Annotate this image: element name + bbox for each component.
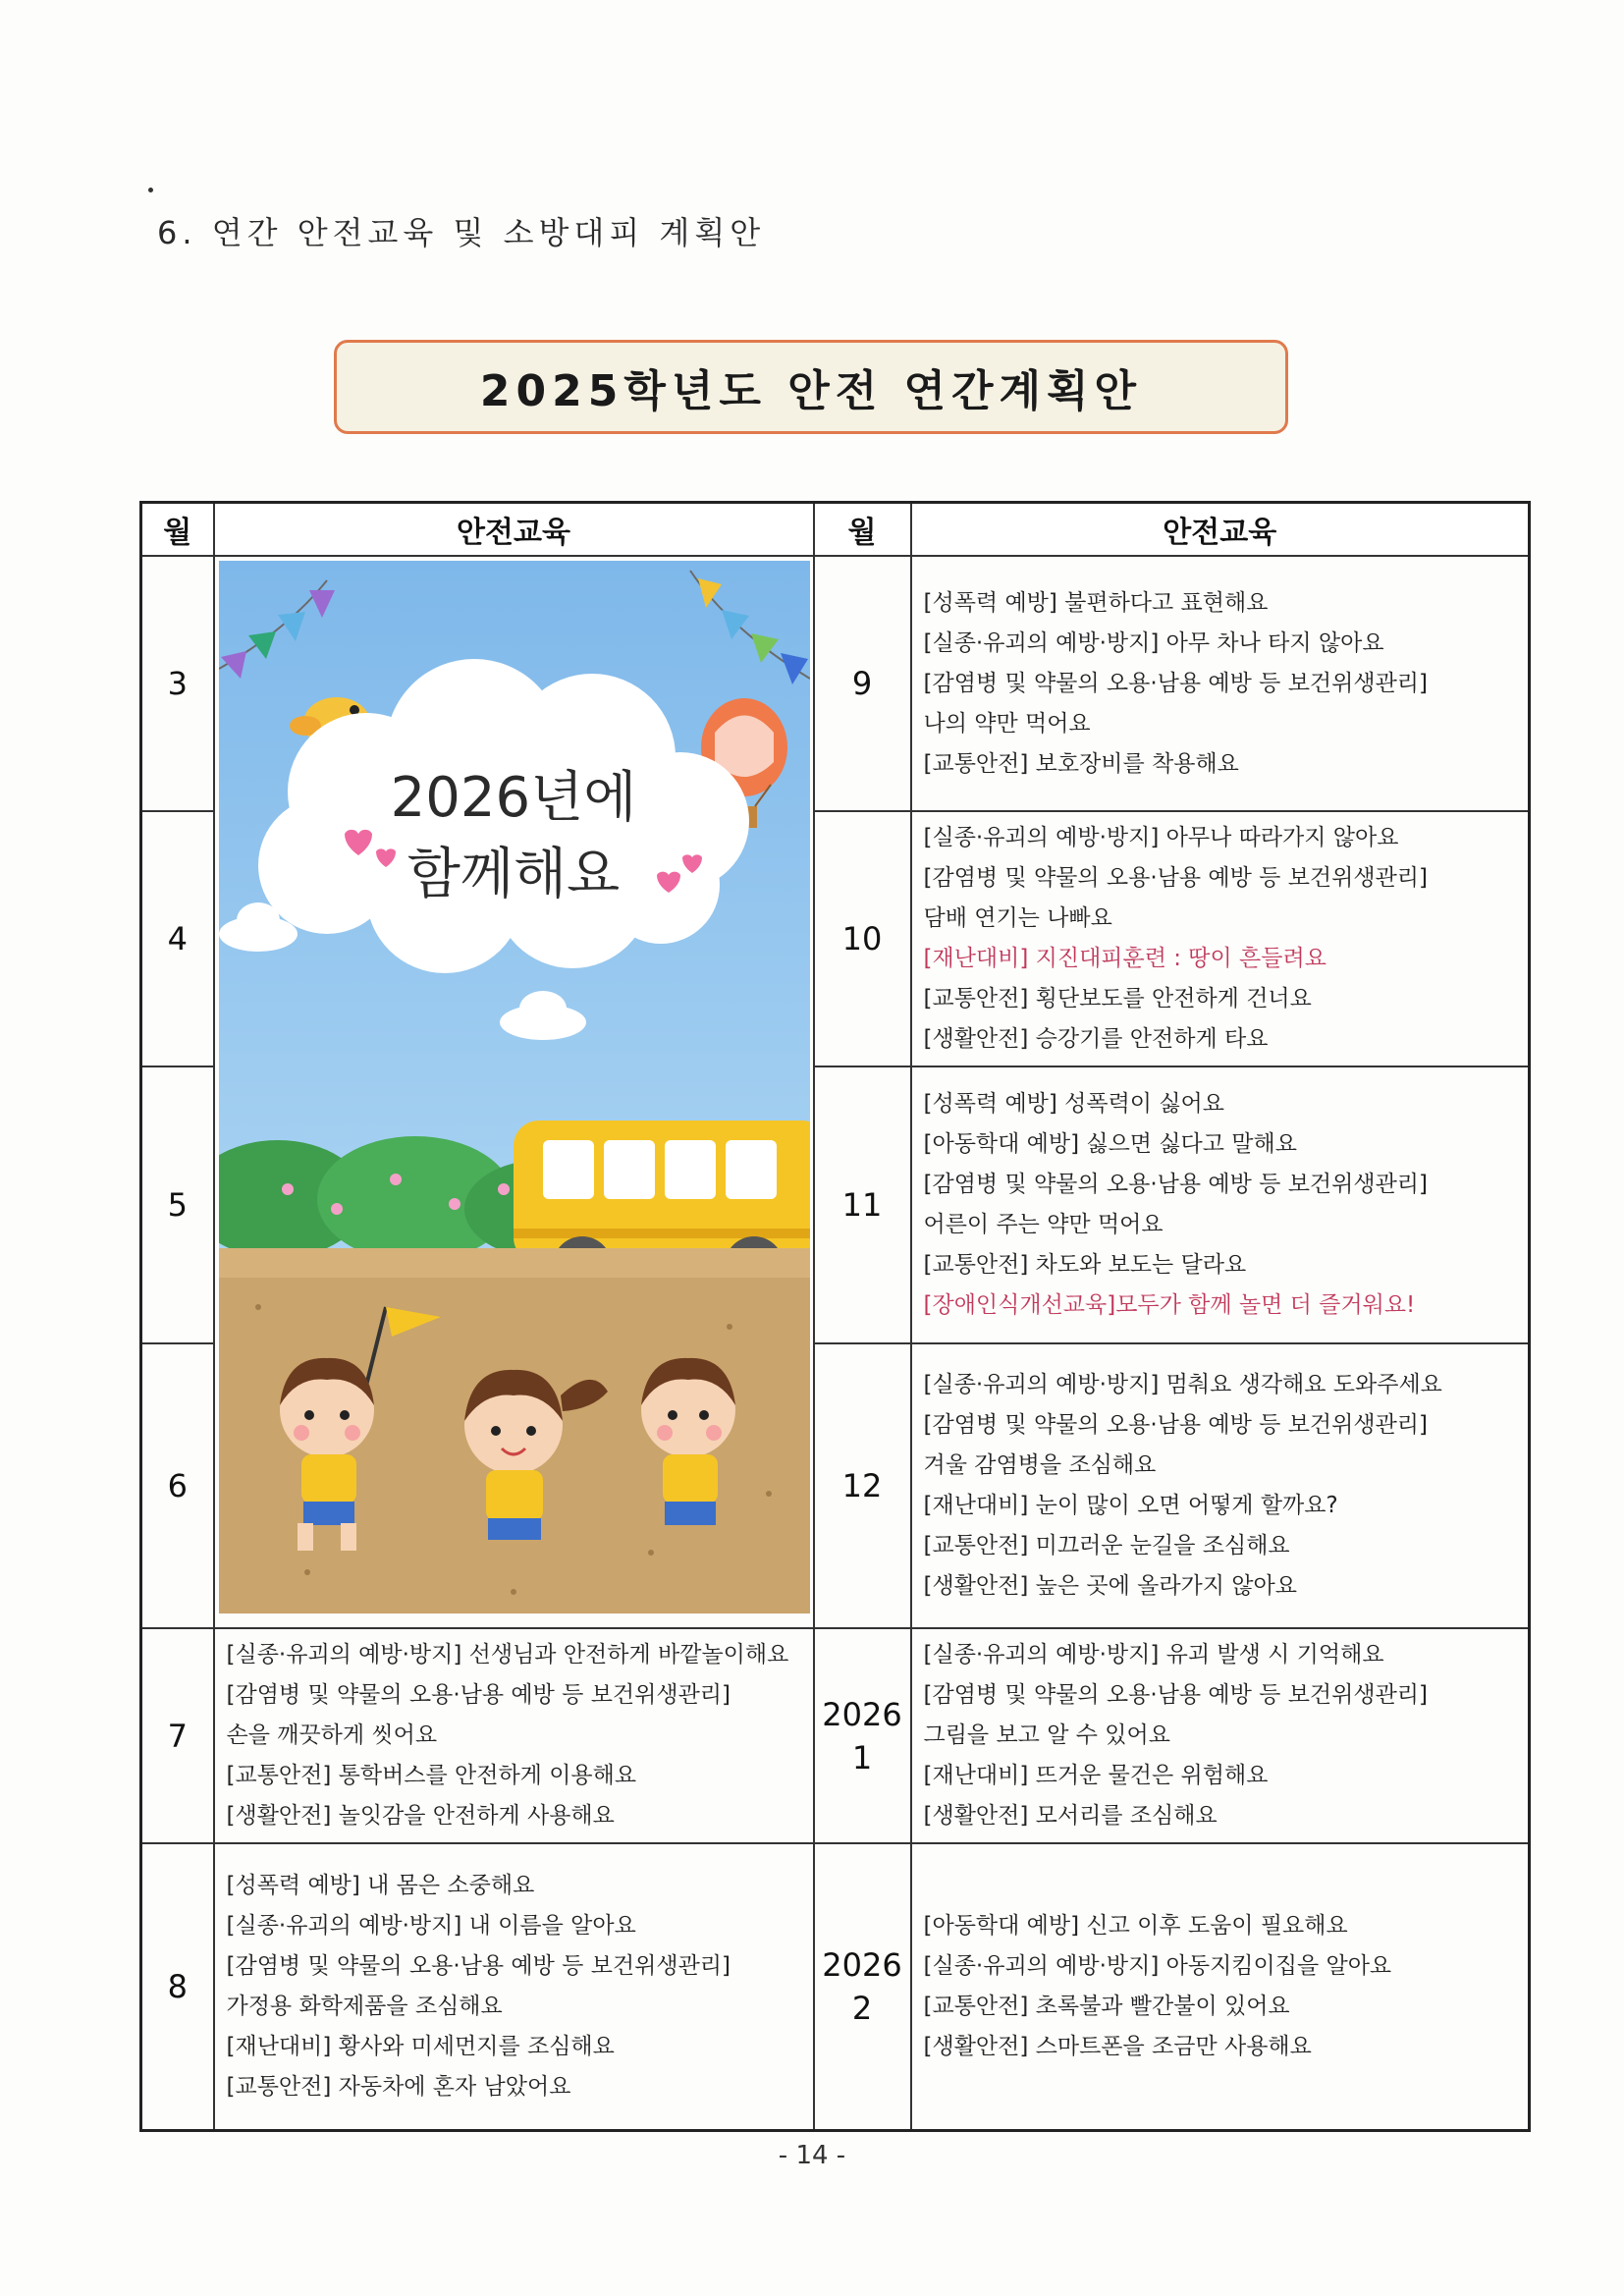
education-item: [실종·유괴의 예방·방지] 아무 차나 타지 않아요 bbox=[923, 629, 1384, 656]
right-education-cell bbox=[911, 1343, 1530, 1628]
month-label: 10 bbox=[841, 920, 883, 957]
education-item: 담배 연기는 나빠요 bbox=[923, 905, 1112, 931]
table-header-row bbox=[141, 503, 1530, 557]
left-month-cell bbox=[141, 556, 214, 811]
education-item: 겨울 감염병을 조심해요 bbox=[923, 1452, 1157, 1478]
right-education-cell bbox=[911, 1843, 1530, 2130]
page-number: - 14 - bbox=[778, 2141, 846, 2170]
education-item: [재난대비] 눈이 많이 오면 어떻게 할까요? bbox=[923, 1493, 1338, 1518]
education-item: 그림을 보고 알 수 있어요 bbox=[923, 1722, 1170, 1748]
left-education-cell bbox=[214, 1843, 814, 2130]
safety-plan-table bbox=[139, 501, 1531, 2132]
table-row bbox=[141, 1628, 1530, 1843]
education-item: [재난대비] 뜨거운 물건은 위험해요 bbox=[923, 1763, 1269, 1788]
education-item: [아동학대 예방] 신고 이후 도움이 필요해요 bbox=[923, 1912, 1348, 1939]
month-label: 8 bbox=[167, 1967, 188, 2005]
education-item: [아동학대 예방] 싫으면 싫다고 말해요 bbox=[923, 1131, 1297, 1157]
header-month-left: 월 bbox=[141, 503, 214, 557]
left-month-cell bbox=[141, 1628, 214, 1843]
month-label: 2 bbox=[851, 1989, 873, 2027]
education-item: [생활안전] 승강기를 안전하게 타요 bbox=[923, 1026, 1269, 1052]
month-label: 12 bbox=[841, 1467, 883, 1504]
right-month-cell bbox=[814, 556, 911, 811]
month-label: 2026 bbox=[822, 1695, 902, 1733]
right-month-cell bbox=[814, 811, 911, 1066]
education-item: [교통안전] 통학버스를 안전하게 이용해요 bbox=[226, 1763, 637, 1788]
education-item: [교통안전] 차도와 보도는 달라요 bbox=[923, 1252, 1247, 1278]
education-item: 가정용 화학제품을 조심해요 bbox=[226, 1993, 503, 2019]
education-item: [감염병 및 약물의 오용·남용 예방 등 보건위생관리] bbox=[923, 1412, 1428, 1438]
month-label: 6 bbox=[167, 1467, 188, 1504]
right-month-cell bbox=[814, 1628, 911, 1843]
education-item: [성폭력 예방] 성폭력이 싫어요 bbox=[923, 1091, 1224, 1117]
table-row bbox=[141, 1843, 1530, 2130]
month-label: 2026 bbox=[822, 1945, 902, 1984]
right-month-cell bbox=[814, 1843, 911, 2130]
plan-title: 2025학년도 안전 연간계획안 bbox=[479, 366, 1143, 416]
education-item: [실종·유괴의 예방·방지] 유괴 발생 시 기억해요 bbox=[923, 1642, 1384, 1667]
education-item: [감염병 및 약물의 오용·남용 예방 등 보건위생관리] bbox=[923, 670, 1428, 696]
stray-dot bbox=[148, 188, 153, 192]
education-item: [교통안전] 자동차에 혼자 남았어요 bbox=[226, 2073, 571, 2100]
month-label: 7 bbox=[167, 1717, 188, 1755]
left-month-cell bbox=[141, 1066, 214, 1343]
education-item: [감염병 및 약물의 오용·남용 예방 등 보건위생관리] bbox=[923, 865, 1428, 891]
header-education-left: 안전교육 bbox=[214, 503, 814, 557]
education-item: [감염병 및 약물의 오용·남용 예방 등 보건위생관리] bbox=[923, 1682, 1428, 1708]
ground-edge bbox=[219, 1248, 810, 1278]
education-item: [생활안전] 놀잇감을 안전하게 사용해요 bbox=[226, 1803, 615, 1829]
education-item: [실종·유괴의 예방·방지] 아동지킴이집을 알아요 bbox=[923, 1952, 1392, 1979]
education-item: [생활안전] 모서리를 조심해요 bbox=[923, 1803, 1218, 1829]
education-item: [감염병 및 약물의 오용·남용 예방 등 보건위생관리] bbox=[226, 1682, 731, 1708]
right-education-cell bbox=[911, 811, 1530, 1066]
month-label: 4 bbox=[167, 920, 188, 957]
education-item: [교통안전] 초록불과 빨간불이 있어요 bbox=[923, 1993, 1290, 2019]
section-title: 6. 연간 안전교육 및 소방대피 계획안 bbox=[157, 214, 766, 251]
education-item: 어른이 주는 약만 먹어요 bbox=[923, 1212, 1164, 1237]
right-education-cell bbox=[911, 1066, 1530, 1343]
month-label: 9 bbox=[851, 665, 873, 702]
education-item: [장애인식개선교육]모두가 함께 놀면 더 즐거워요! bbox=[923, 1292, 1416, 1318]
education-item: [성폭력 예방] 불편하다고 표현해요 bbox=[923, 589, 1269, 616]
education-item: [교통안전] 미끄러운 눈길을 조심해요 bbox=[923, 1533, 1290, 1558]
right-month-cell bbox=[814, 1343, 911, 1628]
left-month-cell bbox=[141, 811, 214, 1066]
month-label: 5 bbox=[167, 1186, 188, 1224]
education-item: 손을 깨끗하게 씻어요 bbox=[226, 1722, 438, 1748]
header-education-right: 안전교육 bbox=[911, 503, 1530, 557]
plan-title-box bbox=[334, 340, 1288, 434]
education-item: [실종·유괴의 예방·방지] 선생님과 안전하게 바깥놀이해요 bbox=[226, 1642, 789, 1667]
education-item: [생활안전] 스마트폰을 조금만 사용해요 bbox=[923, 2033, 1312, 2059]
education-item: [재난대비] 황사와 미세먼지를 조심해요 bbox=[226, 2033, 615, 2059]
right-education-cell bbox=[911, 1628, 1530, 1843]
education-item: [실종·유괴의 예방·방지] 아무나 따라가지 않아요 bbox=[923, 825, 1399, 850]
table-row bbox=[141, 556, 1530, 811]
month-label: 11 bbox=[841, 1186, 883, 1224]
education-item: 나의 약만 먹어요 bbox=[923, 710, 1091, 737]
month-label: 3 bbox=[167, 665, 188, 702]
education-item: [교통안전] 보호장비를 착용해요 bbox=[923, 750, 1239, 777]
left-education-cell bbox=[214, 1628, 814, 1843]
illustration-text-line2: 함께해요 bbox=[406, 843, 620, 906]
education-item: [실종·유괴의 예방·방지] 멈춰요 생각해요 도와주세요 bbox=[923, 1372, 1442, 1397]
illustration bbox=[219, 561, 810, 1613]
education-item: [감염병 및 약물의 오용·남용 예방 등 보건위생관리] bbox=[923, 1172, 1428, 1197]
month-label: 1 bbox=[851, 1738, 873, 1777]
education-item: [교통안전] 횡단보도를 안전하게 건너요 bbox=[923, 986, 1312, 1011]
left-month-cell bbox=[141, 1343, 214, 1628]
education-item: [감염병 및 약물의 오용·남용 예방 등 보건위생관리] bbox=[226, 1952, 731, 1979]
education-item: [생활안전] 높은 곳에 올라가지 않아요 bbox=[923, 1573, 1297, 1599]
left-month-cell bbox=[141, 1843, 214, 2130]
right-month-cell bbox=[814, 1066, 911, 1343]
illustration-text-line1: 2026년에 bbox=[390, 766, 636, 830]
right-education-cell bbox=[911, 556, 1530, 811]
education-item: [실종·유괴의 예방·방지] 내 이름을 알아요 bbox=[226, 1912, 636, 1939]
illustration-cell bbox=[214, 556, 814, 1628]
header-month-right: 월 bbox=[814, 503, 911, 557]
education-item: [재난대비] 지진대피훈련 : 땅이 흔들려요 bbox=[923, 946, 1326, 971]
education-item: [성폭력 예방] 내 몸은 소중해요 bbox=[226, 1872, 535, 1898]
